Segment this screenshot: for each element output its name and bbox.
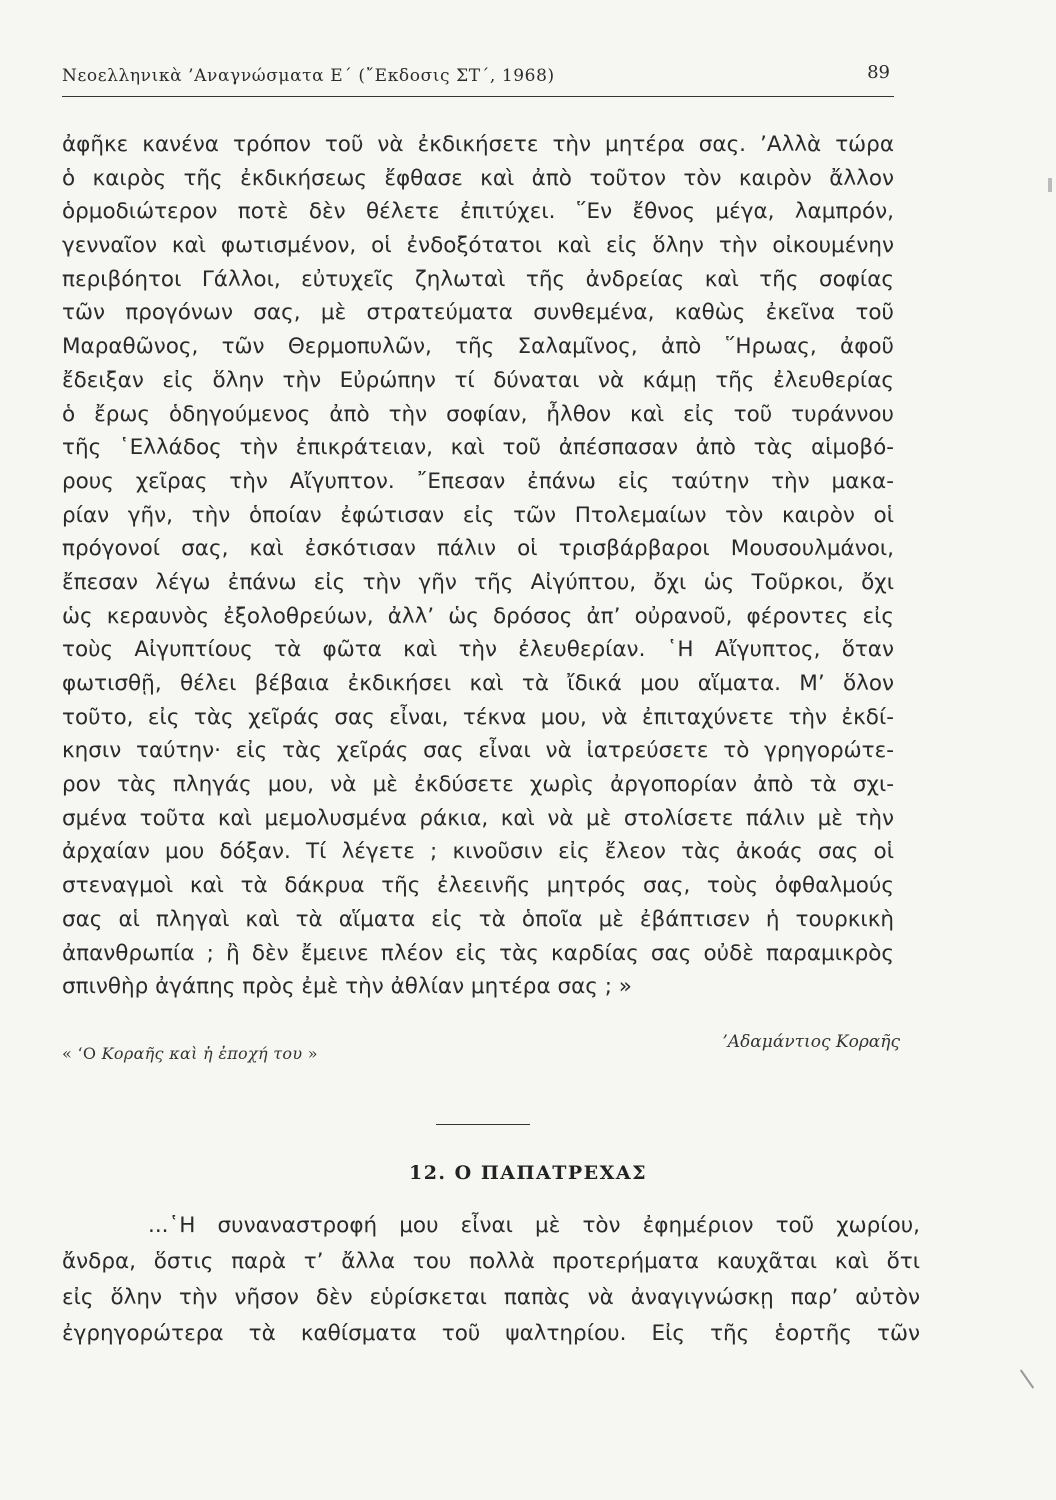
passage-line: ἔδειξαν εἰς ὅλην τὴν Εὐρώπην τί δύναται νὰ κάμῃ τῆς ἐλευθερίας bbox=[62, 367, 894, 393]
section-line: ἐγρηγορώτερα τὰ καθίσματα τοῦ ψαλτηρίου. Εἰς τῆς ἑορτῆς τῶν bbox=[62, 1321, 920, 1346]
section-line: ἄνδρα, ὅστις παρὰ τ’ ἄλλα του πολλὰ προτερήματα καυχᾶται καὶ ὅτι bbox=[62, 1249, 920, 1274]
section-text bbox=[62, 1208, 920, 1352]
passage-line: τῶν προγόνων σας, μὲ στρατεύματα συνθεμένα, καθὼς ἐκεῖνα τοῦ bbox=[62, 300, 894, 326]
section-divider bbox=[436, 1124, 530, 1125]
passage-line: σμένα τοῦτα καὶ μεμολυσμένα ράκια, καὶ νὰ μὲ στολίσετε πάλιν μὲ τὴν bbox=[62, 805, 894, 831]
citation-source-prefix: « ‘Ο bbox=[62, 1044, 102, 1063]
passage-line: κησιν ταύτην· εἰς τὰς χεῖράς σας εἶναι νὰ ἰατρεύσετε τὸ γρηγορώτε- bbox=[62, 738, 894, 764]
citation-source bbox=[62, 1044, 318, 1063]
passage-line: ἔπεσαν λέγω ἐπάνω εἰς τὴν γῆν τῆς Αἰγύπτου, ὄχι ὡς Τοῦρκοι, ὄχι bbox=[62, 569, 894, 595]
margin-mark bbox=[1020, 1369, 1034, 1388]
passage-line: ρον τὰς πληγάς μου, νὰ μὲ ἐκδύσετε χωρὶς ἀργοπορίαν ἀπὸ τὰ σχι- bbox=[62, 772, 894, 798]
passage-line: ρους χεῖρας τὴν Αἴγυπτον. ῎Επεσαν ἐπάνω εἰς ταύτην τὴν μακα- bbox=[62, 468, 894, 494]
page-number: 89 bbox=[867, 62, 890, 83]
passage-line: φωτισθῇ, θέλει βέβαια ἐκδικήσει καὶ τὰ ἴδικά μου αἵματα. Μ’ ὅλον bbox=[62, 671, 894, 696]
passage-line: σας αἱ πληγαὶ καὶ τὰ αἵματα εἰς τὰ ὁποῖα μὲ ἐβάπτισεν ἡ τουρκικὴ bbox=[62, 906, 894, 932]
section-heading: 12. Ο ΠΑΠΑΤΡΕΧΑΣ bbox=[408, 1162, 648, 1184]
passage-line: περιβόητοι Γάλλοι, εὐτυχεῖς ζηλωταὶ τῆς ἀνδρείας καὶ τῆς σοφίας bbox=[62, 266, 894, 292]
margin-mark bbox=[1048, 178, 1052, 192]
passage-line: τῆς ῾Ελλάδος τὴν ἐπικράτειαν, καὶ τοῦ ἀπέσπασαν ἀπὸ τὰς αἱμοβό- bbox=[62, 435, 894, 461]
passage-line: στεναγμοὶ καὶ τὰ δάκρυα τῆς ἐλεεινῆς μητρός σας, τοὺς ὀφθαλμούς bbox=[62, 873, 894, 899]
section-line: εἰς ὅλην τὴν νῆσον δὲν εὑρίσκεται παπὰς νὰ ἀναγιγνώσκῃ παρ’ αὐτὸν bbox=[62, 1285, 920, 1310]
passage-line: Μαραθῶνος, τῶν Θερμοπυλῶν, τῆς Σαλαμῖνος, ἀπὸ ῞Ηρωας, ἀφοῦ bbox=[62, 334, 894, 360]
passage-line: ἀρχαίαν μου δόξαν. Τί λέγετε ; κινοῦσιν εἰς ἔλεον τὰς ἀκοάς σας οἱ bbox=[62, 839, 894, 865]
passage-line: σπινθὴρ ἀγάπης πρὸς ἐμὲ τὴν ἀθλίαν μητέρα σας ; » bbox=[62, 974, 632, 1000]
citation-source-suffix: » bbox=[302, 1044, 318, 1063]
passage-line: ἀπανθρωπία ; ἢ δὲν ἔμεινε πλέον εἰς τὰς καρδίας σας οὐδὲ παραμικρὸς bbox=[62, 940, 894, 966]
passage-line: γενναῖον καὶ φωτισμένον, οἱ ἐνδοξότατοι καὶ εἰς ὅλην τὴν οἰκουμένην bbox=[62, 233, 894, 259]
passage-line: τοῦτο, εἰς τὰς χεῖράς σας εἶναι, τέκνα μου, νὰ ἐπιταχύνετε τὴν ἐκδί- bbox=[62, 704, 894, 730]
passage-line: ὁρμοδιώτερον ποτὲ δὲν θέλετε ἐπιτύχει. ῞Εν ἔθνος μέγα, λαμπρόν, bbox=[62, 199, 894, 225]
passage-line: τοὺς Αἰγυπτίους τὰ φῶτα καὶ τὴν ἐλευθερίαν. ῾Η Αἴγυπτος, ὅταν bbox=[62, 637, 894, 663]
passage-line: πρόγονοί σας, καὶ ἐσκότισαν πάλιν οἱ τρισβάρβαροι Μουσουλμάνοι, bbox=[62, 536, 894, 562]
passage-line: ὡς κεραυνὸς ἐξολοθρεύων, ἀλλ’ ὡς δρόσος ἀπ’ οὐρανοῦ, φέροντες εἰς bbox=[62, 603, 894, 629]
running-header bbox=[62, 62, 894, 97]
passage-line: ἀφῆκε κανένα τρόπον τοῦ νὰ ἐκδικήσετε τὴν μητέρα σας. ’Αλλὰ τώρα bbox=[62, 132, 894, 157]
passage-line: ὁ καιρὸς τῆς ἐκδικήσεως ἔφθασε καὶ ἀπὸ τοῦτον τὸν καιρὸν ἄλλον bbox=[62, 165, 894, 191]
passage-line: ρίαν γῆν, τὴν ὁποίαν ἐφώτισαν εἰς τῶν Πτολεμαίων τὸν καιρὸν οἱ bbox=[62, 502, 894, 528]
running-header-title: Νεοελληνικὰ ’Αναγνώσματα Ε΄ (῎Εκδοσις ΣΤ΄, 1968) bbox=[62, 66, 555, 86]
passage-line: ὁ ἔρως ὁδηγούμενος ἀπὸ τὴν σοφίαν, ἦλθον καὶ εἰς τοῦ τυράννου bbox=[62, 401, 894, 427]
citation-source-title: Κοραῆς καὶ ἡ ἐποχή του bbox=[101, 1044, 303, 1063]
section-line: ...῾Η συναναστροφή μου εἶναι μὲ τὸν ἐφημέριον τοῦ χωρίου, bbox=[148, 1213, 920, 1238]
citation-author: ’Αδαμάντιος Κοραῆς bbox=[722, 1032, 900, 1052]
citation bbox=[62, 1032, 900, 1072]
passage-text bbox=[62, 128, 894, 1004]
